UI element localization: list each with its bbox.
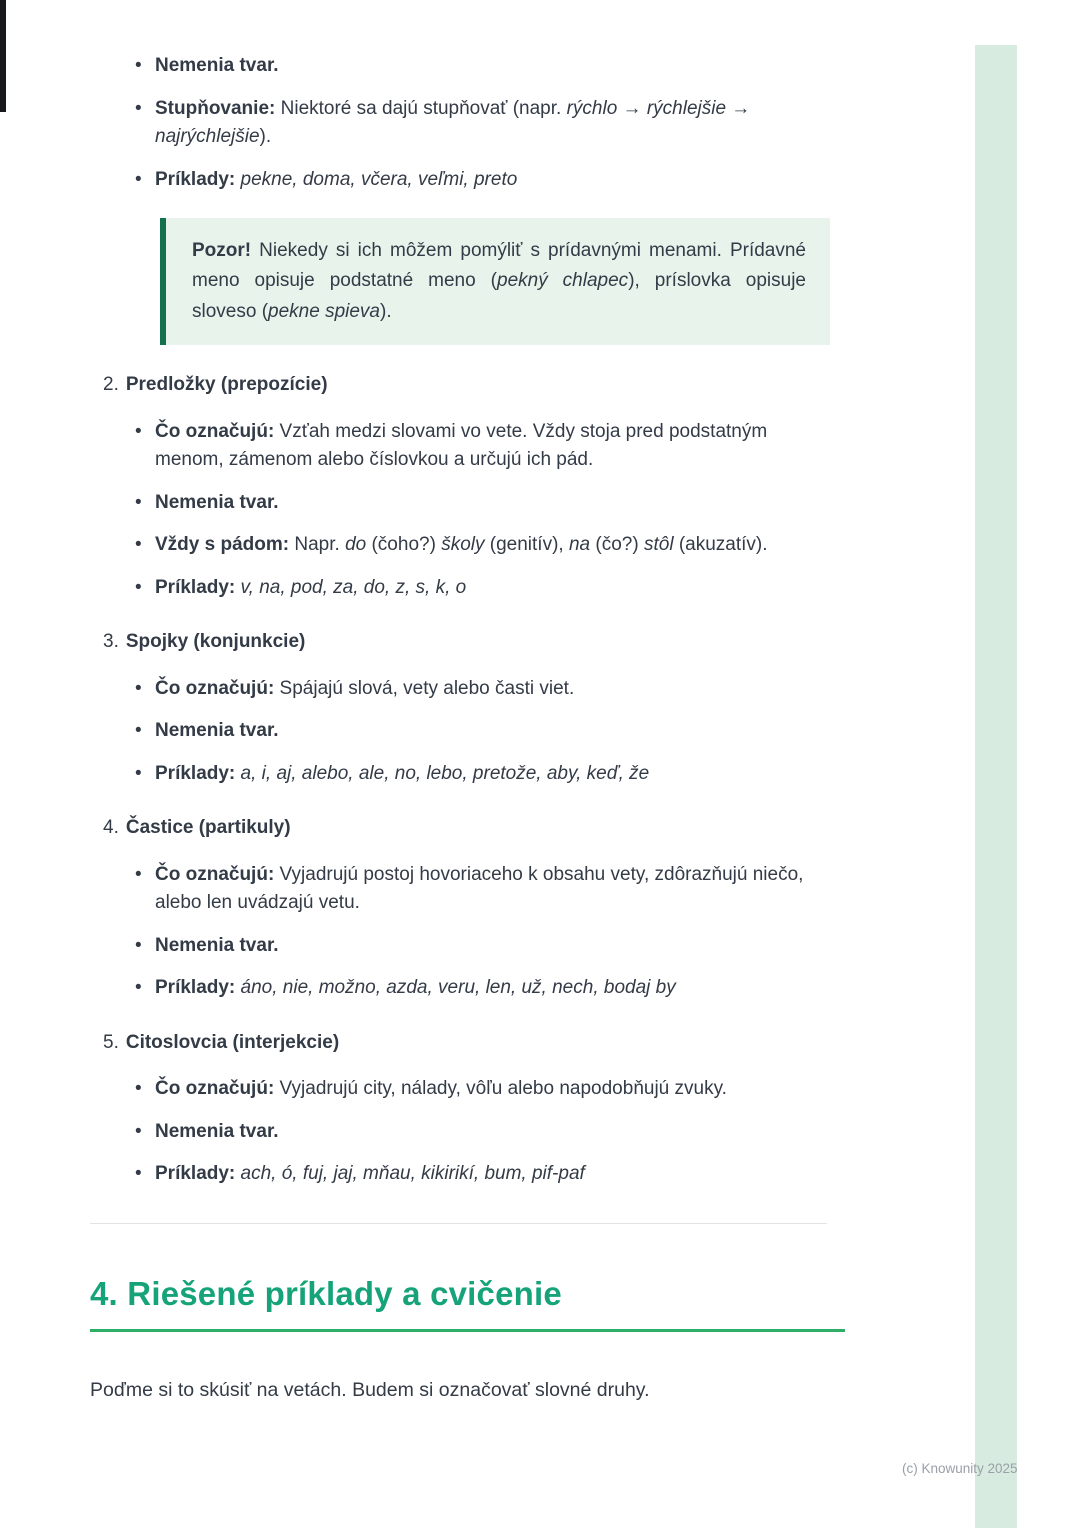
text-segment: ). (259, 126, 272, 147)
list-item (155, 932, 832, 961)
list-item (155, 974, 832, 1003)
closing-paragraph: Poďme si to skúsiť na vetách. Budem si označovať slovné druhy. (90, 1379, 650, 1402)
bullet-label: Čo označujú: (155, 420, 275, 442)
text-segment: ). (380, 300, 392, 322)
list-item (155, 52, 832, 81)
section-heading-spojky (103, 628, 832, 657)
list-item (155, 717, 832, 746)
section-number: 2. (103, 374, 119, 396)
text-segment: Napr. (289, 534, 346, 556)
document-content (90, 52, 832, 1406)
example-word: na (568, 534, 591, 556)
section-title-text: Predložky (prepozície) (125, 374, 328, 396)
example-word: najrýchlejšie (155, 126, 260, 147)
bullet-label: Nemenia tvar. (155, 720, 279, 742)
example-word: rýchlo (566, 97, 618, 119)
bullet-label: Nemenia tvar. (155, 55, 279, 76)
example-word: rýchlejšie (646, 97, 727, 119)
list-item (155, 675, 832, 704)
text-segment: Vyjadrujú city, nálady, vôľu alebo napodobňujú zvuky. (274, 1078, 727, 1100)
bullet-label: Príklady: (155, 168, 236, 190)
bullet-label: Príklady: (155, 762, 236, 784)
example-word: do (345, 534, 367, 556)
bullet-label: Nemenia tvar. (155, 1120, 279, 1142)
example-words: pekne, doma, včera, veľmi, preto (235, 168, 518, 190)
list-item (155, 861, 832, 918)
warning-callout (160, 218, 830, 345)
chapter-heading: 4. Riešené príklady a cvičenie (90, 1274, 562, 1312)
example-words: a, i, aj, alebo, ale, no, lebo, pretože, aby, keď, že (235, 762, 650, 784)
bullet-label: Stupňovanie: (155, 97, 276, 119)
spojky-list (90, 675, 832, 789)
arrow-glyph: → (726, 97, 751, 119)
bullet-label: Príklady: (155, 1163, 236, 1185)
text-segment: (čo?) (590, 534, 644, 556)
section-divider (90, 1223, 827, 1224)
text-segment: Vzťah medzi slovami vo vete. Vždy stoja pred podstatným menom, zámenom alebo číslovkou a určujú ich pád. (155, 420, 768, 471)
bullet-label: Nemenia tvar. (155, 491, 279, 513)
page-edge-artifact (0, 0, 6, 112)
section-heading-citoslovcia (103, 1029, 832, 1058)
list-item (155, 95, 832, 152)
text-segment: ), príslovka opisuje sloveso ( (192, 270, 807, 322)
list-item (155, 760, 832, 789)
callout-label: Pozor! (192, 240, 252, 261)
bullet-label: Príklady: (155, 576, 236, 598)
example-phrase: pekne spieva (268, 300, 380, 322)
text-segment: Niektoré sa dajú stupňovať (napr. (275, 97, 567, 119)
adverb-properties-list (90, 52, 832, 194)
text-segment: (akuzatív). (673, 534, 768, 556)
list-item (155, 1160, 832, 1189)
arrow-glyph: → (617, 97, 647, 119)
castice-list (90, 861, 832, 1003)
section-title-text: Citoslovcia (interjekcie) (125, 1031, 340, 1053)
section-title-text: Častice (partikuly) (125, 817, 291, 839)
text-segment: (genitív), (484, 534, 569, 556)
list-item (155, 574, 832, 603)
list-item (155, 531, 832, 560)
bullet-label: Čo označujú: (155, 863, 275, 885)
list-item (155, 1075, 832, 1104)
example-words: ach, ó, fuj, jaj, mňau, kikirikí, bum, pif-paf (235, 1163, 585, 1185)
list-item (155, 489, 832, 518)
bullet-label: Čo označujú: (155, 677, 275, 699)
bullet-label: Vždy s pádom: (155, 534, 290, 556)
text-segment: Spájajú slová, vety alebo časti viet. (274, 677, 575, 699)
predlozky-list (90, 418, 832, 603)
text-segment: Niekedy si ich môžem pomýliť s prídavnými menami. Prídavné meno opisuje podstatné meno ( (192, 240, 806, 292)
example-word: školy (441, 534, 485, 556)
example-word: stôl (643, 534, 674, 556)
section-heading-castice (103, 814, 832, 843)
bullet-label: Čo označujú: (155, 1078, 275, 1100)
copyright-credit: (c) Knowunity 2025 (902, 1461, 1018, 1476)
section-heading-predlozky (103, 371, 832, 400)
heading-underline (90, 1329, 845, 1332)
bullet-label: Príklady: (155, 977, 236, 999)
bullet-label: Nemenia tvar. (155, 934, 279, 956)
page-margin-band (975, 45, 1017, 1528)
example-phrase: pekný chlapec (497, 270, 629, 292)
section-number: 3. (103, 631, 119, 653)
list-item (155, 1118, 832, 1147)
text-segment: (čoho?) (366, 534, 442, 556)
list-item (155, 166, 832, 195)
callout-text (192, 236, 806, 327)
example-words: v, na, pod, za, do, z, s, k, o (235, 576, 467, 598)
example-words: áno, nie, možno, azda, veru, len, už, nech, bodaj by (235, 977, 676, 999)
text-segment: Vyjadrujú postoj hovoriaceho k obsahu vety, zdôrazňujú niečo, alebo len uvádzajú vetu. (155, 863, 804, 914)
section-number: 5. (103, 1031, 119, 1053)
section-number: 4. (103, 817, 119, 839)
citoslovcia-list (90, 1075, 832, 1189)
section-title-text: Spojky (konjunkcie) (125, 631, 306, 653)
list-item (155, 418, 832, 475)
